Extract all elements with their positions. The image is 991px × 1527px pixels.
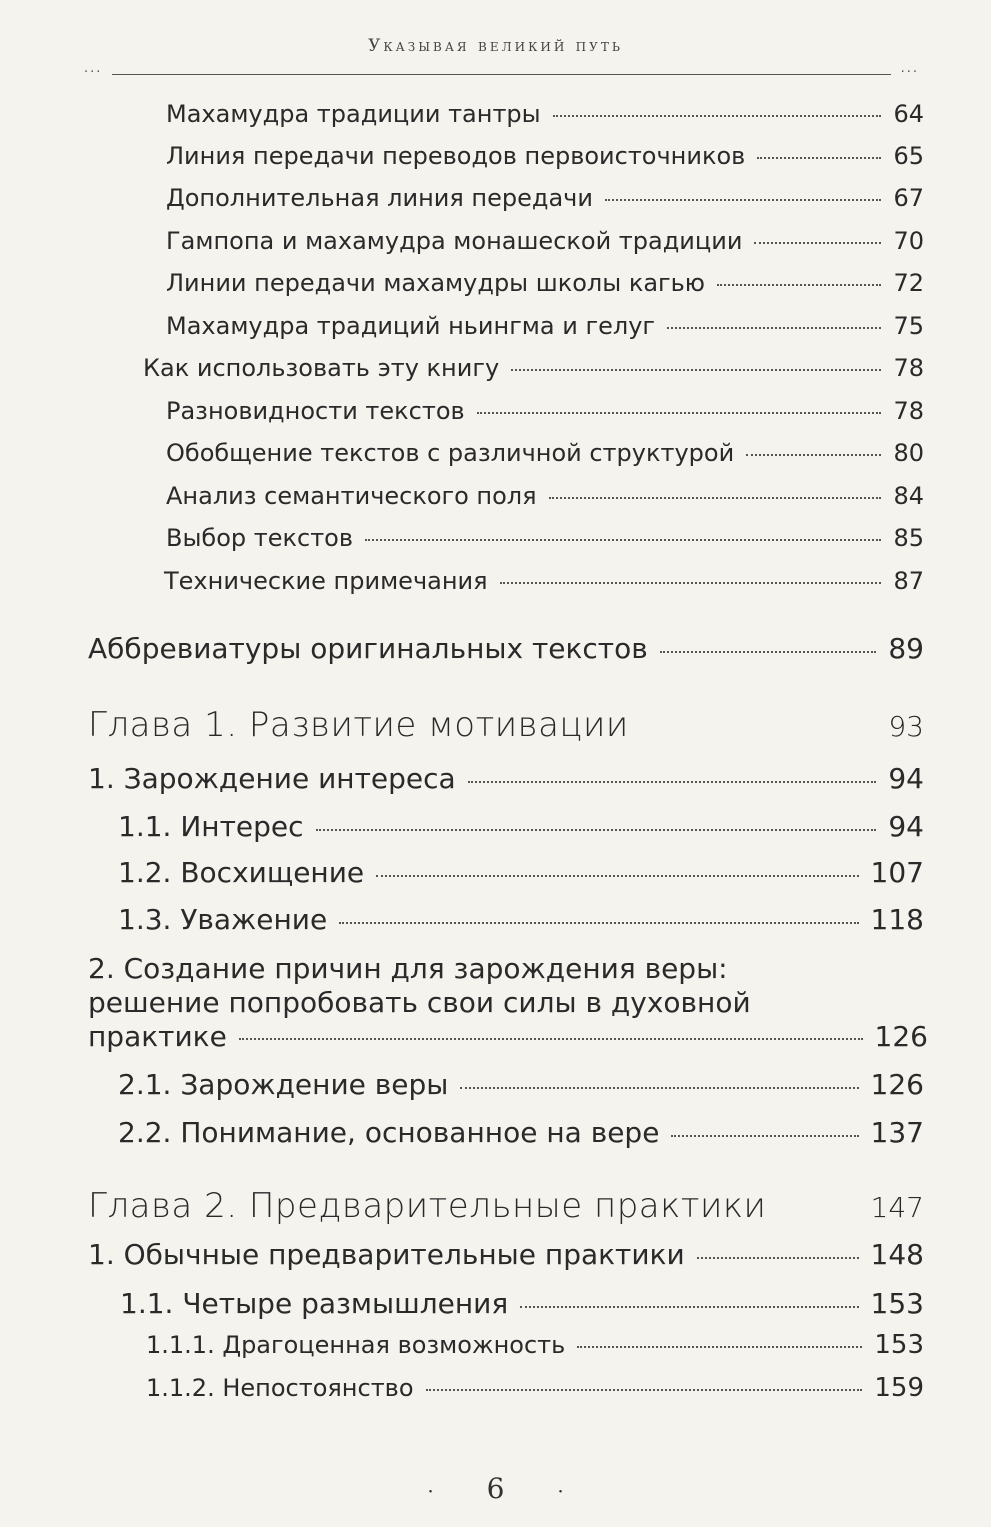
toc-entry-title: 1.2. Восхищение: [118, 856, 365, 889]
toc-entry-title: Гампопа и махамудра монашеской традиции: [166, 227, 743, 255]
toc-section-entry-multiline[interactable]: [88, 952, 928, 1054]
toc-chapter-entry[interactable]: [88, 705, 924, 745]
toc-leader: [316, 829, 877, 831]
toc-leader: [697, 1257, 859, 1259]
toc-entry-page: 94: [888, 762, 924, 795]
toc-chapter-title: Глава 2. Предварительные практики: [88, 1186, 767, 1226]
toc-entry-page: 148: [870, 1238, 924, 1271]
toc-entry-title: 1.1. Четыре размышления: [120, 1287, 509, 1320]
toc-entry[interactable]: [118, 810, 924, 843]
toc-entry-title: 1. Зарождение интереса: [88, 762, 456, 795]
toc-entry-title: Технические примечания: [164, 567, 488, 595]
toc-entry-title: Махамудра традиции тантры: [166, 100, 541, 128]
toc-entry-page: 126: [874, 1020, 928, 1053]
toc-entry-title: Выбор текстов: [166, 524, 354, 552]
toc-leader: [605, 199, 881, 201]
header-rule-dots-right: ···: [900, 65, 919, 80]
toc-leader: [500, 582, 882, 584]
toc-entry-title: 2.1. Зарождение веры: [118, 1068, 449, 1101]
toc-entry-page: 78: [893, 354, 924, 382]
toc-entry-title-line: решение попробовать свои силы в духовной: [88, 986, 751, 1019]
toc-entry-title: Как использовать эту книгу: [143, 354, 500, 382]
header-rule: [84, 65, 919, 82]
toc-entry-title: Дополнительная линия передачи: [166, 184, 593, 212]
toc-entry-title: Линия передачи переводов первоисточников: [166, 142, 746, 170]
toc-entry[interactable]: [166, 397, 924, 425]
toc-leader: [553, 115, 882, 117]
toc-leader: [754, 242, 881, 244]
toc-entry[interactable]: [118, 1116, 924, 1149]
toc-entry[interactable]: [166, 312, 924, 340]
toc-entry-title: Махамудра традиций ньингма и гелуг: [166, 312, 655, 340]
toc-entry-page: 85: [893, 524, 924, 552]
toc-chapter-entry[interactable]: [88, 1186, 924, 1226]
toc-section-entry[interactable]: [88, 632, 924, 665]
header-rule-line: [112, 74, 891, 75]
toc-entry-page: 80: [893, 439, 924, 467]
toc-leader: [667, 327, 881, 329]
toc-section-entry[interactable]: [88, 1238, 924, 1271]
toc-entry-page: 78: [893, 397, 924, 425]
toc-leader: [577, 1346, 862, 1348]
toc-entry-title: Аббревиатуры оригинальных текстов: [88, 632, 648, 665]
toc-entry-title: Анализ семантического поля: [166, 482, 537, 510]
running-head-text: Указывая великий путь: [368, 36, 623, 56]
toc-leader: [520, 1306, 858, 1308]
running-head: [0, 36, 991, 56]
page-number: 6: [486, 1472, 505, 1505]
toc-leader: [468, 781, 877, 783]
toc-entry-title: 1.3. Уважение: [118, 903, 328, 936]
toc-entry-page: 118: [870, 903, 924, 936]
toc-leader: [746, 454, 881, 456]
toc-entry-page: 159: [874, 1373, 924, 1403]
toc-entry-title: Разновидности текстов: [166, 397, 465, 425]
toc-entry[interactable]: [166, 439, 924, 467]
toc-entry[interactable]: [118, 903, 924, 936]
folio-dot-right: ·: [557, 1478, 564, 1503]
toc-entry[interactable]: [118, 1068, 924, 1101]
toc-entry[interactable]: [166, 227, 924, 255]
toc-entry[interactable]: [166, 184, 924, 212]
toc-leader: [460, 1087, 858, 1089]
toc-entry-page: 87: [893, 567, 924, 595]
page-folio: [0, 1472, 991, 1505]
toc-leader: [339, 922, 858, 924]
toc-entry[interactable]: [118, 856, 924, 889]
toc-entry-page: 126: [870, 1068, 924, 1101]
toc-entry-page: 107: [870, 856, 924, 889]
toc-entry-title: 1.1.2. Непостоянство: [146, 1374, 414, 1402]
toc-entry-page: 153: [874, 1330, 924, 1360]
toc-leader: [239, 1038, 863, 1040]
toc-leader: [376, 875, 858, 877]
toc-leader: [671, 1135, 858, 1137]
toc-entry-page: 137: [870, 1116, 924, 1149]
toc-entry[interactable]: [166, 142, 924, 170]
toc-entry[interactable]: [166, 269, 924, 297]
toc-leader: [365, 539, 881, 541]
toc-entry[interactable]: [166, 100, 924, 128]
toc-entry-title: 1. Обычные предварительные практики: [88, 1238, 685, 1271]
toc-entry-page: 84: [893, 482, 924, 510]
toc-entry-page: 153: [870, 1287, 924, 1320]
toc-entry-page: 70: [893, 227, 924, 255]
toc-entry-title: Обобщение текстов с различной структурой: [166, 439, 735, 467]
toc-entry-page: 72: [893, 269, 924, 297]
toc-entry-title-line: 2. Создание причин для зарождения веры:: [88, 952, 728, 985]
toc-section-entry[interactable]: [88, 762, 924, 795]
toc-entry-page: 75: [893, 312, 924, 340]
toc-entry-page: 64: [893, 100, 924, 128]
toc-entry-page: 65: [893, 142, 924, 170]
toc-leader: [660, 651, 877, 653]
toc-entry-title: 1.1. Интерес: [118, 810, 304, 843]
toc-leader: [477, 412, 882, 414]
toc-entry[interactable]: [164, 567, 924, 595]
toc-entry[interactable]: [146, 1373, 924, 1403]
toc-entry[interactable]: [120, 1287, 924, 1320]
toc-entry-title: 1.1.1. Драгоценная возможность: [146, 1331, 566, 1359]
toc-entry[interactable]: [166, 482, 924, 510]
toc-entry-title: 2.2. Понимание, основанное на вере: [118, 1116, 660, 1149]
toc-entry-last-row: [88, 1020, 928, 1054]
toc-entry-page: 147: [870, 1191, 924, 1224]
header-rule-dots-left: ···: [84, 65, 103, 80]
toc-entry-title-line: практике: [88, 1020, 227, 1053]
toc-entry[interactable]: [146, 1330, 924, 1360]
toc-entry-page: 67: [893, 184, 924, 212]
toc-entry-page: 89: [888, 632, 924, 665]
toc-leader: [757, 157, 881, 159]
toc-chapter-title: Глава 1. Развитие мотивации: [88, 705, 629, 745]
toc-leader: [511, 369, 881, 371]
folio-dot-left: ·: [427, 1478, 434, 1503]
toc-entry-title: Линии передачи махамудры школы кагью: [166, 269, 705, 297]
toc-leader: [717, 284, 881, 286]
toc-entry[interactable]: [143, 354, 924, 382]
toc-leader: [426, 1389, 863, 1391]
toc-entry[interactable]: [166, 524, 924, 552]
toc-entry-page: 94: [888, 810, 924, 843]
toc-entry-page: 93: [888, 710, 924, 743]
toc-leader: [549, 497, 882, 499]
